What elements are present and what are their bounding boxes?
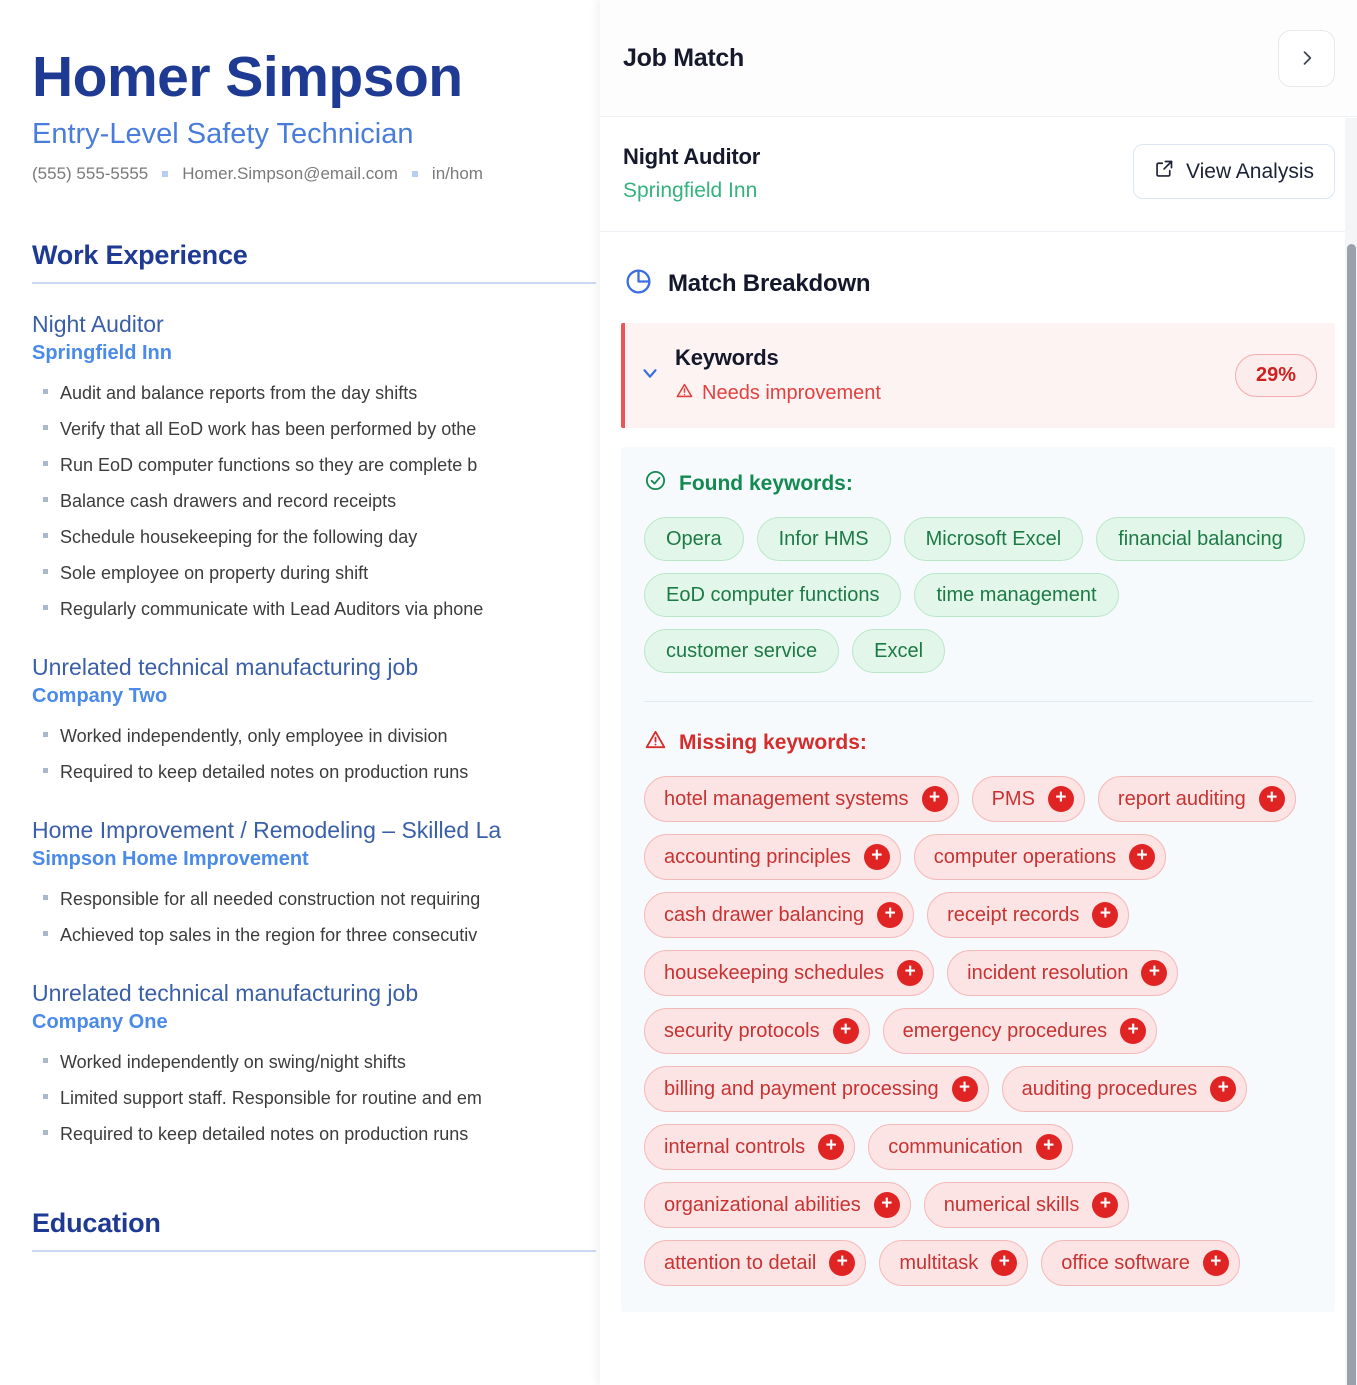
plus-icon[interactable]: +	[922, 786, 948, 812]
job-title: Unrelated technical manufacturing job	[32, 653, 419, 680]
missing-keyword-chip[interactable]	[644, 776, 959, 822]
plus-icon[interactable]: +	[877, 902, 903, 928]
missing-keyword-label: auditing procedures	[1021, 1078, 1198, 1100]
found-keyword-chip[interactable]: financial balancing	[1096, 517, 1305, 561]
section-divider	[32, 1250, 596, 1252]
plus-icon[interactable]: +	[1048, 786, 1074, 812]
plus-icon[interactable]: +	[818, 1134, 844, 1160]
check-circle-icon	[644, 469, 667, 498]
missing-keyword-label: cash drawer balancing	[664, 904, 865, 926]
matched-job-company: Springfield Inn	[623, 179, 758, 202]
resume-headline: Entry-Level Safety Technician	[32, 117, 414, 150]
plus-icon[interactable]: +	[952, 1076, 978, 1102]
plus-icon[interactable]: +	[829, 1250, 855, 1276]
keywords-detail-body	[621, 447, 1335, 1312]
resume-linkedin: in/hom	[431, 163, 483, 183]
missing-keyword-chip[interactable]	[883, 1008, 1158, 1054]
job-bullet: Audit and balance reports from the day shifts	[32, 375, 620, 411]
job-bullet-list	[32, 375, 620, 627]
missing-keyword-chip[interactable]	[868, 1124, 1073, 1170]
job-bullet-list	[32, 1044, 620, 1152]
missing-keyword-label: multitask	[899, 1252, 979, 1274]
job-bullet: Worked independently, only employee in division	[32, 718, 620, 754]
chevron-right-icon	[1297, 48, 1317, 68]
warning-triangle-icon	[675, 381, 694, 406]
view-analysis-label: View Analysis	[1185, 159, 1314, 183]
found-keyword-chip[interactable]: customer service	[644, 629, 839, 673]
job-bullet: Worked independently on swing/night shifts	[32, 1044, 620, 1080]
missing-keyword-chip[interactable]	[927, 892, 1129, 938]
section-heading-education: Education	[32, 1207, 161, 1238]
missing-keywords-list	[644, 776, 1313, 1286]
job-title: Home Improvement / Remodeling – Skilled La	[32, 816, 502, 843]
found-keywords-label: Found keywords:	[679, 471, 853, 495]
missing-keyword-label: receipt records	[947, 904, 1080, 926]
panel-collapse-button[interactable]	[1278, 30, 1335, 87]
job-bullet: Achieved top sales in the region for three consecutiv	[32, 917, 620, 953]
job-bullet: Run EoD computer functions so they are complete b	[32, 447, 620, 483]
job-bullet: Responsible for all needed construction not requiring	[32, 881, 620, 917]
plus-icon[interactable]: +	[874, 1192, 900, 1218]
job-match-panel	[600, 0, 1357, 1385]
job-company: Company Two	[32, 684, 168, 707]
panel-header	[600, 0, 1357, 117]
matched-job-row	[600, 117, 1357, 232]
missing-keyword-label: incident resolution	[967, 962, 1129, 984]
missing-keyword-chip[interactable]	[644, 950, 934, 996]
plus-icon[interactable]: +	[1120, 1018, 1146, 1044]
job-company: Springfield Inn	[32, 341, 172, 364]
warning-triangle-icon	[644, 728, 667, 757]
job-bullet: Limited support staff. Responsible for routine and em	[32, 1080, 620, 1116]
keywords-score-badge: 29%	[1235, 354, 1317, 397]
job-bullet-list	[32, 881, 620, 953]
match-breakdown-title: Match Breakdown	[668, 270, 871, 297]
missing-keyword-label: organizational abilities	[664, 1194, 861, 1216]
job-company: Company One	[32, 1010, 168, 1033]
keywords-status-label: Needs improvement	[702, 382, 881, 404]
missing-keyword-label: numerical skills	[943, 1194, 1080, 1216]
missing-keyword-label: report auditing	[1117, 788, 1246, 810]
plus-icon[interactable]: +	[1129, 844, 1155, 870]
found-keywords-header	[644, 469, 1313, 498]
missing-keyword-chip[interactable]	[914, 834, 1166, 880]
missing-keyword-label: billing and payment processing	[664, 1078, 939, 1100]
work-experience-list	[32, 311, 620, 1152]
missing-keywords-block	[644, 728, 1313, 1286]
plus-icon[interactable]: +	[1092, 902, 1118, 928]
external-link-icon	[1154, 158, 1175, 185]
job-title: Night Auditor	[32, 310, 164, 337]
resume-name: Homer Simpson	[32, 45, 463, 109]
chevron-down-icon	[639, 362, 661, 389]
missing-keyword-label: office software	[1061, 1252, 1190, 1274]
keywords-status	[675, 381, 1235, 406]
missing-keyword-chip[interactable]	[644, 1066, 989, 1112]
plus-icon[interactable]: +	[1210, 1076, 1236, 1102]
resume-document	[0, 0, 620, 1385]
keywords-divider	[644, 701, 1313, 702]
missing-keyword-chip[interactable]	[879, 1240, 1028, 1286]
missing-keyword-label: accounting principles	[664, 846, 851, 868]
match-breakdown-header	[600, 232, 1357, 323]
plus-icon[interactable]: +	[864, 844, 890, 870]
found-keyword-chip[interactable]: Microsoft Excel	[904, 517, 1084, 561]
section-heading-work-experience: Work Experience	[32, 239, 248, 270]
work-experience-entry	[32, 654, 620, 790]
keywords-category-card[interactable]	[621, 323, 1335, 428]
found-keyword-chip[interactable]: EoD computer functions	[644, 573, 901, 617]
missing-keyword-chip[interactable]	[644, 1124, 855, 1170]
job-title: Unrelated technical manufacturing job	[32, 979, 419, 1006]
missing-keyword-label: internal controls	[664, 1136, 806, 1158]
missing-keywords-header	[644, 728, 1313, 757]
panel-scrollbar-thumb[interactable]	[1347, 244, 1356, 1385]
matched-job-role: Night Auditor	[623, 144, 761, 169]
keywords-category-label: Keywords	[675, 345, 779, 370]
found-keyword-chip[interactable]: Opera	[644, 517, 744, 561]
resume-phone: (555) 555-5555	[32, 163, 149, 183]
missing-keyword-label: computer operations	[933, 846, 1117, 868]
missing-keyword-label: PMS	[991, 788, 1035, 810]
view-analysis-button[interactable]	[1133, 144, 1335, 199]
found-keywords-list	[644, 517, 1313, 673]
missing-keyword-chip[interactable]	[644, 834, 901, 880]
missing-keyword-chip[interactable]	[644, 892, 914, 938]
missing-keyword-label: attention to detail	[664, 1252, 817, 1274]
missing-keyword-label: housekeeping schedules	[664, 962, 885, 984]
plus-icon[interactable]: +	[833, 1018, 859, 1044]
plus-icon[interactable]: +	[1092, 1192, 1118, 1218]
work-experience-entry	[32, 311, 620, 627]
missing-keyword-label: security protocols	[664, 1020, 820, 1042]
missing-keyword-chip[interactable]	[924, 1182, 1130, 1228]
missing-keyword-chip[interactable]	[947, 950, 1178, 996]
missing-keyword-chip[interactable]	[1041, 1240, 1240, 1286]
work-experience-entry	[32, 817, 620, 953]
contact-separator-dot-icon	[412, 171, 418, 177]
contact-separator-dot-icon	[162, 171, 168, 177]
job-bullet: Required to keep detailed notes on production runs	[32, 754, 620, 790]
job-bullet-list	[32, 718, 620, 790]
plus-icon[interactable]: +	[897, 960, 923, 986]
matched-job-info	[623, 144, 760, 203]
resume-contact-line	[32, 164, 620, 184]
missing-keyword-chip[interactable]	[644, 1008, 870, 1054]
missing-keyword-chip[interactable]	[644, 1182, 911, 1228]
panel-scrollbar-track[interactable]	[1345, 118, 1357, 1385]
job-company: Simpson Home Improvement	[32, 847, 309, 870]
job-bullet: Verify that all EoD work has been performed by othe	[32, 411, 620, 447]
missing-keyword-label: hotel management systems	[664, 788, 909, 810]
found-keyword-chip[interactable]: Excel	[852, 629, 945, 673]
missing-keyword-chip[interactable]	[1098, 776, 1296, 822]
missing-keyword-chip[interactable]	[1002, 1066, 1248, 1112]
panel-title: Job Match	[623, 43, 744, 72]
missing-keywords-label: Missing keywords:	[679, 730, 867, 754]
plus-icon[interactable]: +	[991, 1250, 1017, 1276]
missing-keyword-chip[interactable]	[972, 776, 1085, 822]
job-bullet: Required to keep detailed notes on production runs	[32, 1116, 620, 1152]
work-experience-entry	[32, 980, 620, 1152]
found-keyword-chip[interactable]: time management	[914, 573, 1118, 617]
found-keyword-chip[interactable]: Infor HMS	[757, 517, 891, 561]
job-bullet: Regularly communicate with Lead Auditors via phone	[32, 591, 620, 627]
plus-icon[interactable]: +	[1141, 960, 1167, 986]
job-bullet: Sole employee on property during shift	[32, 555, 620, 591]
plus-icon[interactable]: +	[1203, 1250, 1229, 1276]
section-divider	[32, 282, 596, 284]
keywords-category-text	[675, 345, 1235, 406]
missing-keyword-chip[interactable]	[644, 1240, 866, 1286]
pie-chart-icon	[624, 267, 653, 301]
resume-email: Homer.Simpson@email.com	[182, 163, 398, 183]
missing-keyword-label: communication	[888, 1136, 1023, 1158]
missing-keyword-label: emergency procedures	[902, 1020, 1108, 1042]
plus-icon[interactable]: +	[1259, 786, 1285, 812]
plus-icon[interactable]: +	[1036, 1134, 1062, 1160]
job-bullet: Schedule housekeeping for the following day	[32, 519, 620, 555]
job-bullet: Balance cash drawers and record receipts	[32, 483, 620, 519]
keywords-expand-toggle[interactable]	[625, 362, 675, 389]
